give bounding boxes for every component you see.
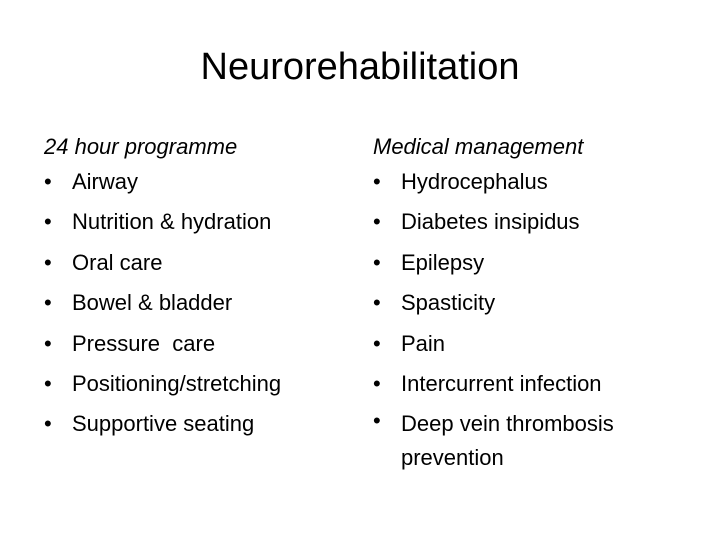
right-bullet-list xyxy=(373,162,703,475)
left-column-heading: 24 hour programme xyxy=(44,134,238,159)
bullet-icon: • xyxy=(44,290,52,316)
bullet-icon: • xyxy=(44,371,52,397)
bullet-icon: • xyxy=(373,408,381,434)
list-item xyxy=(373,324,703,364)
list-item-text: Pain xyxy=(401,330,446,356)
list-item xyxy=(44,324,344,364)
list-item-text: Oral care xyxy=(72,249,163,275)
list-item-text: Intercurrent infection xyxy=(401,371,602,397)
list-item-text: Airway xyxy=(72,169,139,194)
list-item xyxy=(44,364,344,404)
list-item xyxy=(373,283,703,323)
list-item-text: Hydrocephalus xyxy=(401,169,548,194)
list-item xyxy=(44,404,344,444)
list-item xyxy=(44,162,344,202)
bullet-icon: • xyxy=(373,249,381,275)
list-item xyxy=(373,364,703,404)
list-item xyxy=(44,243,344,283)
bullet-icon: • xyxy=(373,209,381,235)
list-item xyxy=(44,202,344,242)
list-item-text: Positioning/stretching xyxy=(72,371,282,397)
bullet-icon: • xyxy=(373,371,381,397)
bullet-icon: • xyxy=(373,330,381,356)
left-column xyxy=(44,132,344,445)
list-item-text: Epilepsy xyxy=(401,249,485,275)
list-item xyxy=(373,162,703,202)
list-item-text: Nutrition & hydration xyxy=(72,209,272,235)
bullet-icon: • xyxy=(44,169,52,194)
list-item-text: Supportive seating xyxy=(72,411,255,437)
list-item-text: Spasticity xyxy=(401,290,496,316)
list-item xyxy=(373,202,703,242)
list-item xyxy=(373,243,703,283)
bullet-icon: • xyxy=(373,290,381,316)
slide-title: Neurorehabilitation xyxy=(200,46,520,88)
right-column-heading: Medical management xyxy=(373,134,584,159)
bullet-icon: • xyxy=(44,330,52,356)
right-column xyxy=(373,132,703,475)
list-item-text: Bowel & bladder xyxy=(72,290,233,316)
list-item-text: Pressure care xyxy=(72,330,216,356)
left-bullet-list xyxy=(44,162,344,445)
bullet-icon: • xyxy=(373,169,381,194)
list-item-text: Deep vein thrombosis prevention xyxy=(401,411,614,471)
list-item xyxy=(44,283,344,323)
bullet-icon: • xyxy=(44,209,52,235)
list-item xyxy=(373,404,651,475)
bullet-icon: • xyxy=(44,411,52,437)
bullet-icon: • xyxy=(44,249,52,275)
list-item-text: Diabetes insipidus xyxy=(401,209,580,235)
